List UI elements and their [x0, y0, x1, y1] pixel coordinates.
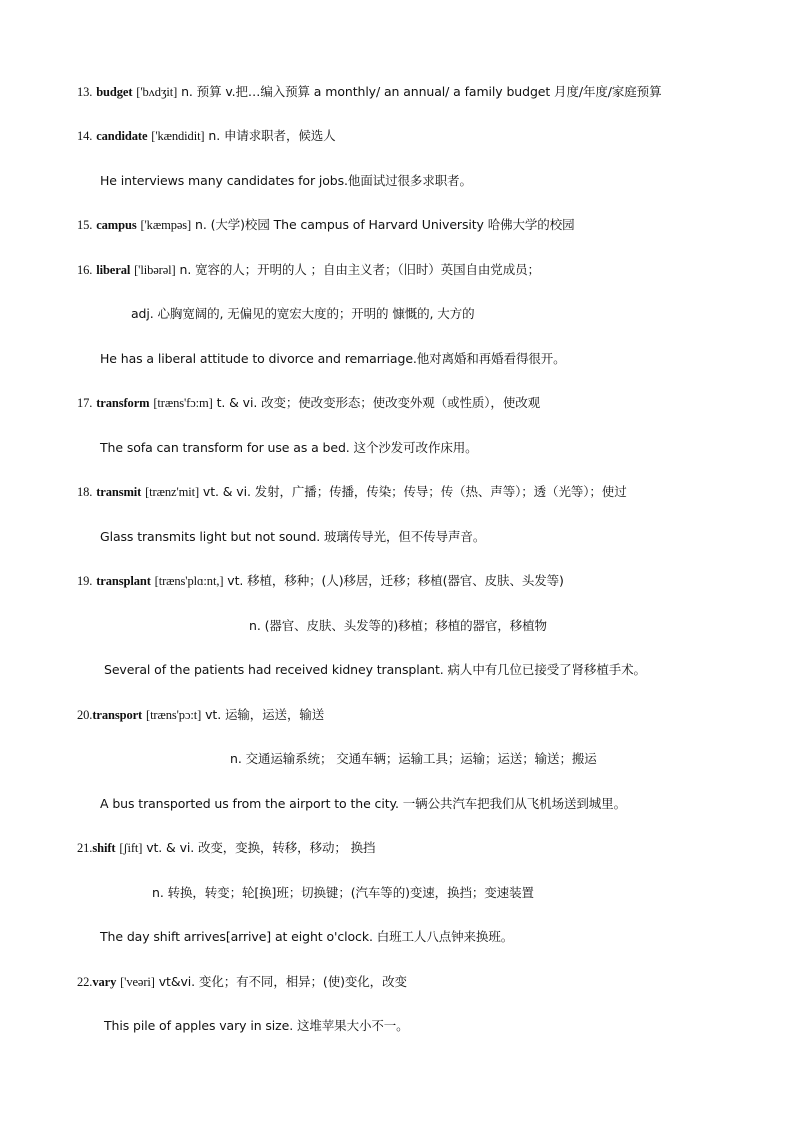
- entry-definition: vt. & vi. 发射，广播；传播，传染；传导；传（热、声等）；透（光等）；使过: [202, 484, 627, 499]
- entry-19-example: Several of the patients had received kidney transplant. 病人中有几位已接受了肾移植手术。: [104, 662, 646, 677]
- entry-word: transform: [96, 396, 150, 410]
- entry-18-headline: [77, 484, 627, 500]
- entry-number: 14.: [77, 129, 93, 143]
- entry-21-example: The day shift arrives[arrive] at eight o'clock. 白班工人八点钟来换班。: [100, 929, 514, 944]
- entry-13-headline: [77, 84, 661, 100]
- entry-18-example: Glass transmits light but not sound. 玻璃传导光，但不传导声音。: [100, 529, 486, 544]
- entry-16-headline: [77, 262, 540, 278]
- entry-19-definition-2: n. (器官、皮肤、头发等的)移植；移植的器官，移植物: [249, 618, 547, 633]
- entry-definition: vt&vi. 变化；有不同，相异；(使)变化，改变: [158, 974, 407, 989]
- entry-number: 22.: [77, 975, 93, 989]
- entry-number: 13.: [77, 85, 93, 99]
- entry-word: shift: [92, 841, 116, 855]
- entry-number: 15.: [77, 218, 93, 232]
- entry-phonetic: [ʃift]: [119, 841, 143, 855]
- entry-word: transport: [92, 708, 143, 722]
- entry-phonetic: [træns'plɑ:nt,]: [154, 574, 224, 588]
- entry-phonetic: [træns'fɔ:m]: [153, 396, 213, 410]
- entry-number: 16.: [77, 263, 93, 277]
- entry-word: campus: [96, 218, 137, 232]
- entry-definition: n. 预算 v.把…编入预算 a monthly/ an annual/ a family budget 月度/年度/家庭预算: [181, 84, 662, 99]
- entry-17-example: The sofa can transform for use as a bed. 这个沙发可改作床用。: [100, 440, 478, 455]
- entry-21-definition-2: n. 转换，转变；轮[换]班；切换键；(汽车等的)变速，换挡；变速装置: [152, 885, 534, 900]
- entry-20-definition-2: n. 交通运输系统； 交通车辆；运输工具；运输；运送；输送；搬运: [230, 751, 597, 766]
- entry-14-example: He interviews many candidates for jobs.他面试过很多求职者。: [100, 173, 472, 188]
- entry-number: 19.: [77, 574, 93, 588]
- entry-phonetic: ['libərəl]: [134, 263, 176, 277]
- entry-phonetic: [træns'pɔ:t]: [146, 708, 202, 722]
- entry-phonetic: [trænz'mit]: [145, 485, 200, 499]
- entry-15-headline: [77, 217, 575, 233]
- entry-definition: vt. & vi. 改变，变换，转移，移动； 换挡: [146, 840, 376, 855]
- entry-22-headline: [77, 974, 407, 990]
- entry-definition: n. (大学)校园 The campus of Harvard University 哈佛大学的校园: [195, 217, 575, 232]
- entry-21-headline: [77, 840, 375, 856]
- entry-14-headline: [77, 128, 336, 144]
- entry-16-example: He has a liberal attitude to divorce and remarriage.他对离婚和再婚看得很开。: [100, 351, 566, 366]
- entry-definition: vt. 运输，运送，输送: [205, 707, 325, 722]
- entry-definition: vt. 移植，移种；(人)移居，迁移；移植(器官、皮肤、头发等): [227, 573, 564, 588]
- entry-20-example: A bus transported us from the airport to the city. 一辆公共汽车把我们从飞机场送到城里。: [100, 796, 626, 811]
- entry-phonetic: ['kæmpəs]: [140, 218, 192, 232]
- entry-word: transmit: [96, 485, 142, 499]
- entry-word: budget: [96, 85, 133, 99]
- entry-20-headline: [77, 707, 324, 723]
- entry-16-definition-2: adj. 心胸宽阔的, 无偏见的宽宏大度的；开明的 慷慨的, 大方的: [131, 306, 475, 321]
- entry-22-example: This pile of apples vary in size. 这堆苹果大小不一。: [104, 1018, 409, 1033]
- entry-word: vary: [92, 975, 117, 989]
- entry-word: liberal: [96, 263, 131, 277]
- entry-number: 17.: [77, 396, 93, 410]
- entry-phonetic: ['veəri]: [120, 975, 155, 989]
- entry-definition: n. 宽容的人；开明的人 ；自由主义者；（旧时）英国自由党成员；: [179, 262, 540, 277]
- entry-definition: n. 申请求职者，候选人: [208, 128, 336, 143]
- entry-definition: t. & vi. 改变；使改变形态；使改变外观（或性质），使改观: [216, 395, 541, 410]
- entry-17-headline: [77, 395, 540, 411]
- entry-word: transplant: [96, 574, 151, 588]
- entry-phonetic: ['kændidit]: [151, 129, 205, 143]
- entry-word: candidate: [96, 129, 148, 143]
- entry-number: 18.: [77, 485, 93, 499]
- entry-number: 21.: [77, 841, 93, 855]
- entry-phonetic: ['bʌdʒit]: [136, 85, 178, 99]
- entry-number: 20.: [77, 708, 93, 722]
- entry-19-headline: [77, 573, 564, 589]
